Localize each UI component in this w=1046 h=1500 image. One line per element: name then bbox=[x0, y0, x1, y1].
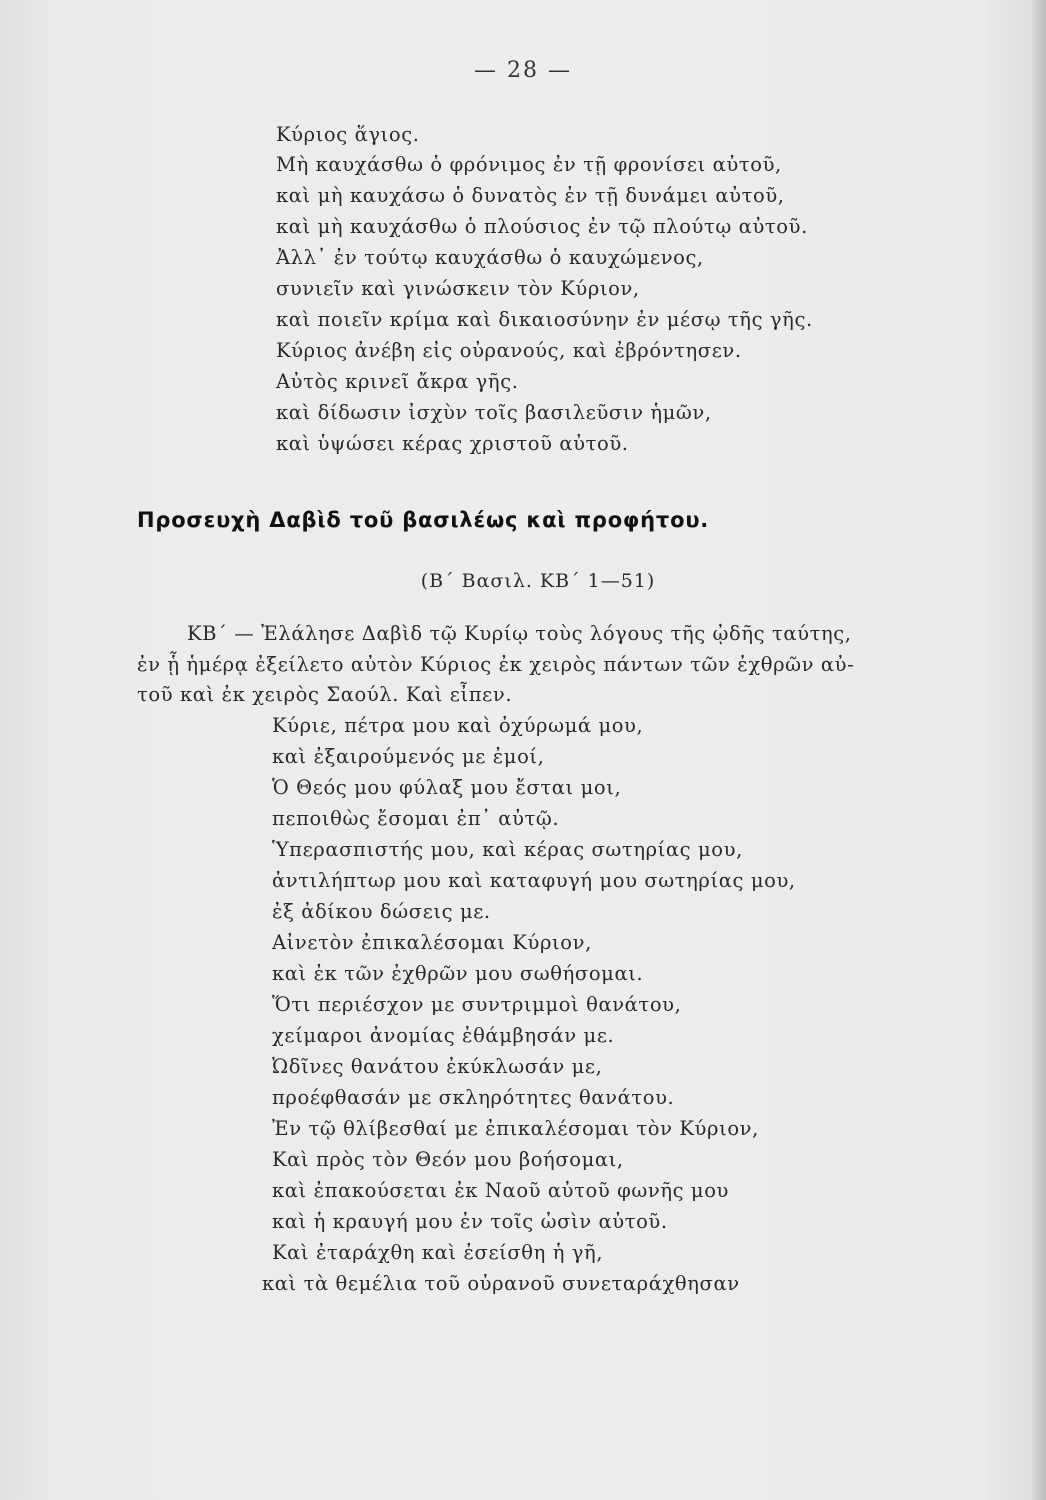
psalm-line: Ὑπερασπιστής μου, καὶ κέρας σωτηρίας μου, bbox=[272, 838, 743, 861]
psalm-line: καὶ ἐξαιρούμενός με ἐμοί, bbox=[272, 745, 545, 768]
verse-line: Ἀλλ᾽ ἐν τούτῳ καυχάσθω ὁ καυχώμενος, bbox=[276, 246, 704, 269]
verse-line: Αὐτὸς κρινεῖ ἄκρα γῆς. bbox=[276, 370, 519, 393]
intro-line: ΚΒ΄ — Ἐλάλησε Δαβὶδ τῷ Κυρίῳ τοὺς λόγους τῆς ᾠδῆς ταύτης, bbox=[187, 622, 852, 645]
psalm-line: Ὅτι περιέσχον με συντριμμοὶ θανάτου, bbox=[272, 993, 682, 1016]
psalm-line: ἐξ ἀδίκου δώσεις με. bbox=[272, 900, 491, 923]
psalm-line: Κύριε, πέτρα μου καὶ ὀχύρωμά μου, bbox=[272, 714, 644, 737]
psalm-line: καὶ ἡ κραυγή μου ἐν τοῖς ὠσὶν αὐτοῦ. bbox=[272, 1210, 668, 1233]
psalm-line: Ἐν τῷ θλίβεσθαί με ἐπικαλέσομαι τὸν Κύριον, bbox=[272, 1117, 759, 1140]
verse-line: καὶ μὴ καυχάσθω ὁ πλούσιος ἐν τῷ πλούτῳ αὐτοῦ. bbox=[276, 215, 808, 238]
psalm-line: Ὁ Θεός μου φύλαξ μου ἔσται μοι, bbox=[272, 776, 622, 799]
psalm-line: πεποιθὼς ἔσομαι ἐπ᾽ αὐτῷ. bbox=[272, 807, 560, 830]
psalm-line: Καὶ πρὸς τὸν Θεόν μου βοήσομαι, bbox=[272, 1148, 624, 1171]
page-edge-shadow bbox=[1032, 0, 1046, 1500]
psalm-line: ἀντιλήπτωρ μου καὶ καταφυγή μου σωτηρίας μου, bbox=[272, 869, 796, 892]
verse-line: συνιεῖν καὶ γινώσκειν τὸν Κύριον, bbox=[276, 277, 640, 300]
verse-line: καὶ ποιεῖν κρίμα καὶ δικαιοσύνην ἐν μέσῳ τῆς γῆς. bbox=[276, 308, 813, 331]
intro-line: τοῦ καὶ ἐκ χειρὸς Σαούλ. Καὶ εἶπεν. bbox=[137, 683, 513, 706]
scripture-reference: (Β΄ Βασιλ. ΚΒ΄ 1—51) bbox=[420, 570, 656, 592]
psalm-line: καὶ ἐκ τῶν ἐχθρῶν μου σωθήσομαι. bbox=[272, 962, 644, 985]
verse-line: Κύριος ἅγιος. bbox=[276, 123, 420, 146]
psalm-line: Καὶ ἐταράχθη καὶ ἐσείσθη ἡ γῆ, bbox=[272, 1241, 604, 1264]
verse-line: Μὴ καυχάσθω ὁ φρόνιμος ἐν τῇ φρονίσει αὐτοῦ, bbox=[276, 153, 782, 176]
psalm-line: Ὠδῖνες θανάτου ἐκύκλωσάν με, bbox=[272, 1055, 603, 1078]
psalm-line: καὶ ἐπακούσεται ἐκ Ναοῦ αὐτοῦ φωνῆς μου bbox=[272, 1179, 729, 1202]
verse-line: καὶ ὑψώσει κέρας χριστοῦ αὐτοῦ. bbox=[276, 432, 629, 455]
verse-line: καὶ δίδωσιν ἰσχὺν τοῖς βασιλεῦσιν ἡμῶν, bbox=[276, 401, 712, 424]
psalm-line: προέφθασάν με σκληρότητες θανάτου. bbox=[272, 1086, 675, 1109]
intro-line: ἐν ᾗ ἡμέρᾳ ἐξείλετο αὐτὸν Κύριος ἐκ χειρὸς πάντων τῶν ἐχθρῶν αὐ- bbox=[137, 653, 855, 676]
psalm-line: Αἰνετὸν ἐπικαλέσομαι Κύριον, bbox=[272, 931, 592, 954]
psalm-line: χείμαροι ἀνομίας ἐθάμβησάν με. bbox=[272, 1024, 615, 1047]
psalm-line: καὶ τὰ θεμέλια τοῦ οὐρανοῦ συνεταράχθησαν bbox=[262, 1272, 740, 1295]
section-heading: Προσευχὴ Δαβὶδ τοῦ βασιλέως καὶ προφήτου. bbox=[137, 508, 710, 532]
page-number: — 28 — bbox=[474, 58, 572, 83]
verse-line: Κύριος ἀνέβη εἰς οὐρανούς, καὶ ἐβρόντησεν. bbox=[276, 339, 742, 362]
verse-line: καὶ μὴ καυχάσω ὁ δυνατὸς ἐν τῇ δυνάμει αὐτοῦ, bbox=[276, 184, 785, 207]
